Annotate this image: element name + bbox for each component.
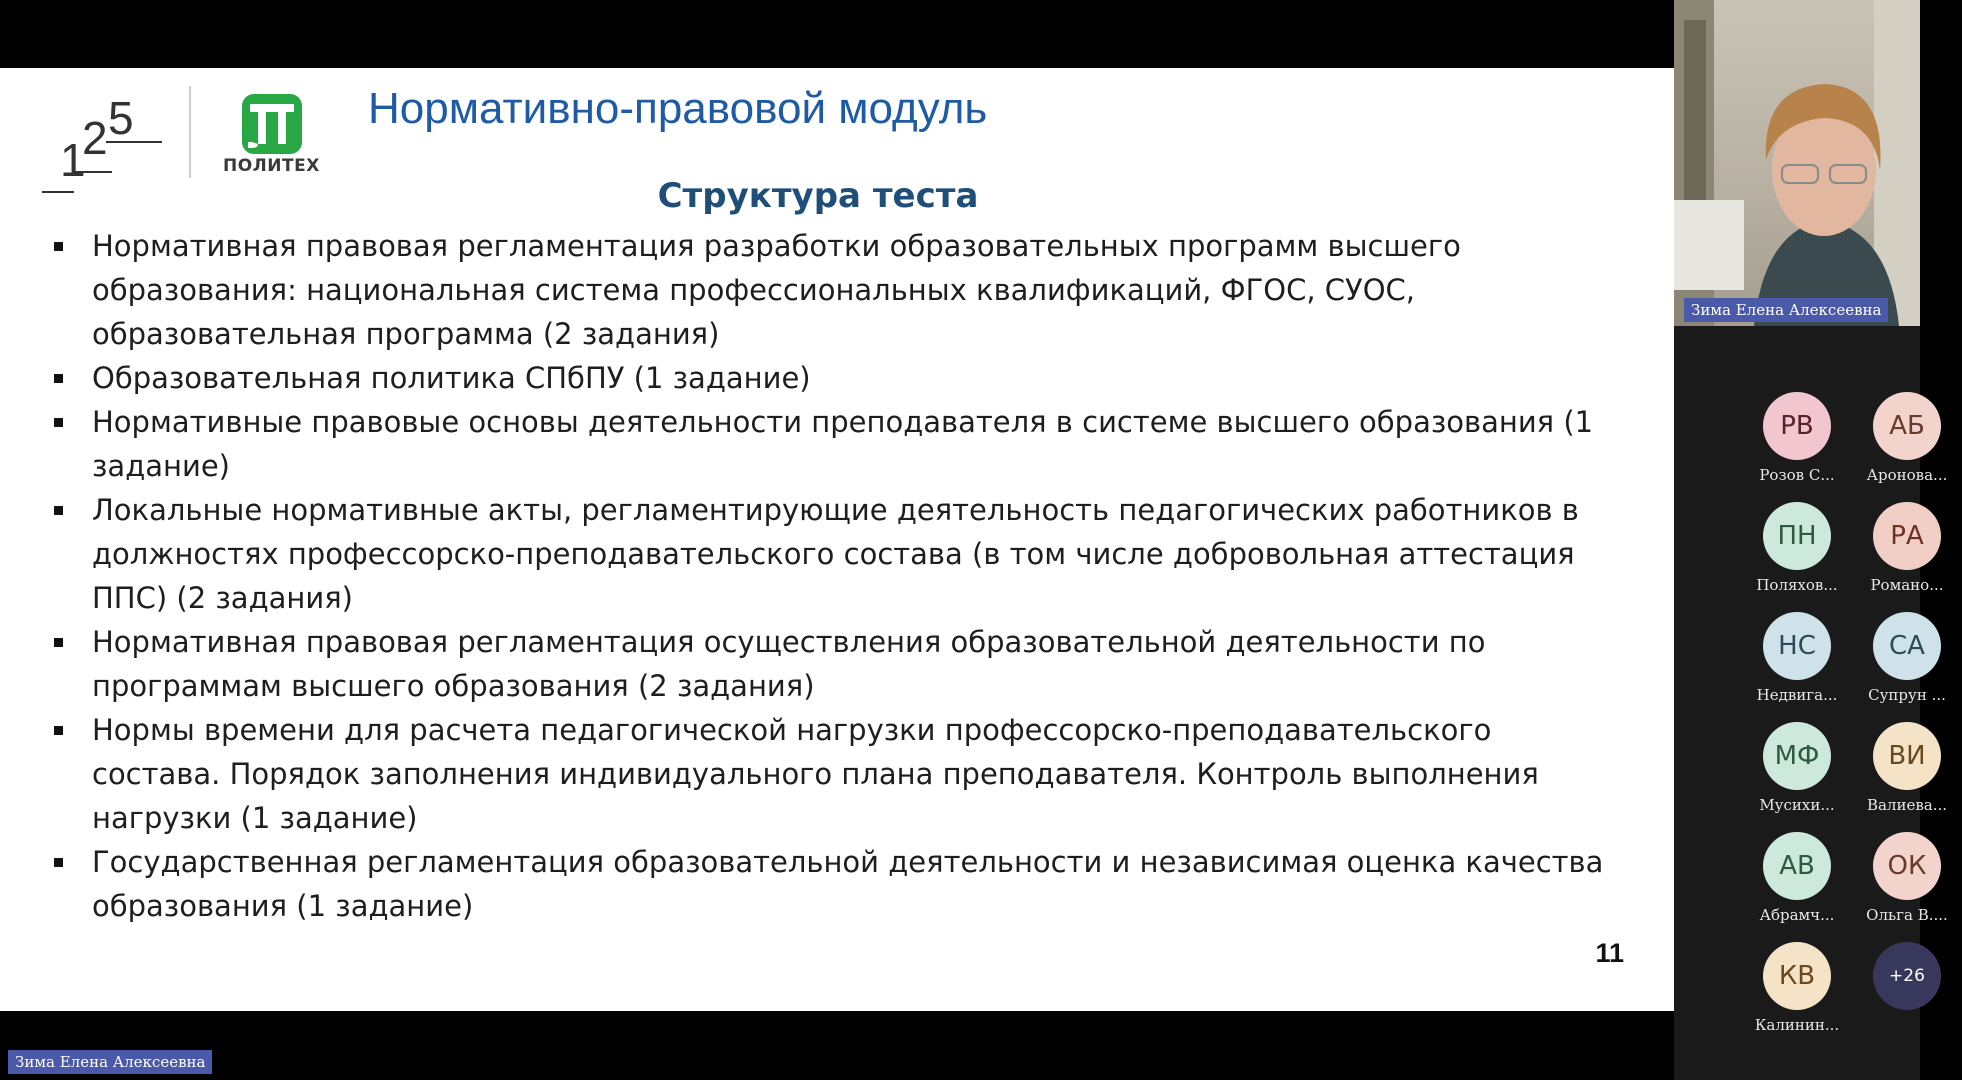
- bullet-item: Локальные нормативные акты, регламентирующие деятельность педагогических работников в должностях профессорско-преподавательского состава (в том числе добровольная аттестация ППС) (2 задания): [48, 488, 1608, 620]
- square-bullet-icon: [54, 242, 63, 251]
- participant-tile[interactable]: [1852, 722, 1962, 814]
- square-bullet-icon: [54, 374, 63, 383]
- square-bullet-icon: [54, 726, 63, 735]
- svg-text:1: 1: [60, 134, 86, 186]
- speaker-video-image: [1674, 0, 1920, 326]
- bullet-item: Нормативная правовая регламентация осуществления образовательной деятельности по программам высшего образования (2 задания): [48, 620, 1608, 708]
- participant-tile[interactable]: [1742, 942, 1852, 1034]
- bullet-list: [48, 224, 1608, 928]
- participant-name: Поляхов...: [1756, 576, 1838, 594]
- square-bullet-icon: [54, 858, 63, 867]
- participant-name: Мусихи...: [1759, 796, 1835, 814]
- participant-tile[interactable]: [1742, 502, 1852, 594]
- bullet-item: Государственная регламентация образовательной деятельности и независимая оценка качества образования (1 задание): [48, 840, 1608, 928]
- participant-avatar: МФ: [1763, 722, 1831, 790]
- participant-name: Супрун ...: [1868, 686, 1946, 704]
- participant-tile[interactable]: [1742, 392, 1852, 484]
- participant-name: Романо...: [1870, 576, 1944, 594]
- participant-avatar: АБ: [1873, 392, 1941, 460]
- participant-tile[interactable]: [1742, 722, 1852, 814]
- participant-name: Валиева...: [1866, 796, 1948, 814]
- participant-tile[interactable]: [1852, 612, 1962, 704]
- logo-divider: [189, 86, 191, 178]
- participant-tile[interactable]: [1852, 392, 1962, 484]
- bullet-item: Образовательная политика СПбПУ (1 задание): [48, 356, 1608, 400]
- participant-name: Ольга В....: [1866, 906, 1948, 924]
- participant-name: Аронова...: [1866, 466, 1948, 484]
- svg-text:5: 5: [108, 92, 134, 144]
- participants-panel: [1674, 0, 1948, 1080]
- bullet-item: Нормативная правовая регламентация разработки образовательных программ высшего образования: национальная система профессиональных квалификаций, ФГОС, СУОС, образовательная программа (2 задания): [48, 224, 1608, 356]
- participant-name: Абрамч...: [1759, 906, 1835, 924]
- square-bullet-icon: [54, 418, 63, 427]
- participant-avatar: СА: [1873, 612, 1941, 680]
- speaker-video-tile[interactable]: [1674, 0, 1920, 326]
- square-bullet-icon: [54, 506, 63, 515]
- bullet-item: Нормы времени для расчета педагогической нагрузки профессорско-преподавательского состава. Порядок заполнения индивидуального плана преподавателя. Контроль выполнения нагрузки (1 задание): [48, 708, 1608, 840]
- participant-name: Розов С...: [1759, 466, 1835, 484]
- more-participants-count: +26: [1873, 942, 1941, 1010]
- more-participants-button[interactable]: [1852, 942, 1962, 1010]
- participant-avatar: НС: [1763, 612, 1831, 680]
- svg-text:2: 2: [82, 112, 108, 164]
- participant-tile[interactable]: [1742, 832, 1852, 924]
- presenter-name-tag: Зима Елена Алексеевна: [8, 1050, 212, 1074]
- participant-tile[interactable]: [1852, 832, 1962, 924]
- slide-subtitle: Структура теста: [657, 176, 979, 216]
- participant-name: Недвига...: [1756, 686, 1838, 704]
- speaker-name-tag: Зима Елена Алексеевна: [1684, 298, 1888, 322]
- participant-avatar: ПН: [1763, 502, 1831, 570]
- polytech-logo-text: ПОЛИТЕХ: [223, 156, 320, 176]
- square-bullet-icon: [54, 638, 63, 647]
- shared-slide: [0, 68, 1674, 1011]
- participant-tile[interactable]: [1852, 502, 1962, 594]
- slide-page-number: 11: [1595, 938, 1624, 968]
- participant-name: Калинин...: [1754, 1016, 1840, 1034]
- participant-avatar: АВ: [1763, 832, 1831, 900]
- participant-avatar: РА: [1873, 502, 1941, 570]
- slide-title: Нормативно-правовой модуль: [368, 84, 988, 133]
- participant-tile[interactable]: [1742, 612, 1852, 704]
- bullet-item: Нормативные правовые основы деятельности преподавателя в системе высшего образования (1 задание): [48, 400, 1608, 488]
- participant-avatar: КВ: [1763, 942, 1831, 1010]
- participant-avatar: ВИ: [1873, 722, 1941, 790]
- participant-avatar: ОК: [1873, 832, 1941, 900]
- participant-avatar: РВ: [1763, 392, 1831, 460]
